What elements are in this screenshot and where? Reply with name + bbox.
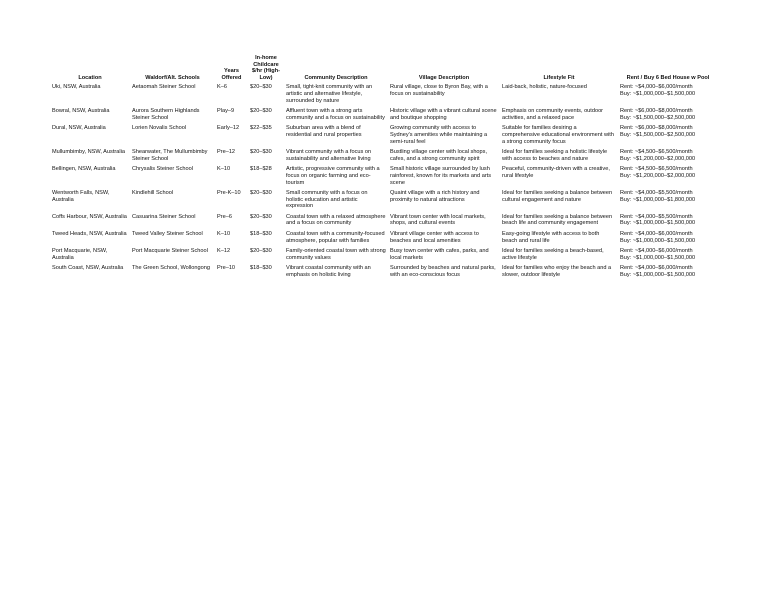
cell-location: Coffs Harbour, NSW, Australia: [52, 213, 127, 220]
cell-rent-buy: Rent: ~$4,000–$6,000/month Buy: ~$1,000,000–$1,500,000: [620, 248, 696, 261]
cell-village-description: Growing community with access to Sydney's amenities while maintaining a semi-rural feel: [390, 125, 488, 145]
table-body: [50, 84, 718, 282]
cell-village-description: Surrounded by beaches and natural parks, with an eco-conscious focus: [390, 265, 496, 279]
cell-location: Port Macquarie, NSW, Australia: [52, 248, 108, 261]
column-header-location: Location: [78, 74, 102, 81]
cell-lifestyle-fit: Laid-back, holistic, nature-focused: [502, 84, 587, 91]
cell-village-description: Historic village with a vibrant cultural scene and boutique shopping: [390, 108, 497, 121]
cell-childcare-rate: $18–$30: [250, 265, 272, 272]
cell-schools: Tweed Valley Steiner School: [132, 231, 203, 238]
cell-community-description: Small, tight-knit community with an artistic and alternative lifestyle, surrounded by nature: [286, 84, 373, 104]
cell-schools: Aetaomah Steiner School: [132, 84, 196, 91]
table-row: [50, 248, 718, 265]
column-header-schools: Waldorf/Alt. Schools: [145, 74, 200, 81]
cell-community-description: Suburban area with a blend of residential and rural properties: [286, 125, 362, 138]
cell-location: Dural, NSW, Australia: [52, 125, 106, 132]
cell-childcare-rate: $20–$30: [250, 248, 272, 255]
table-row: [50, 265, 718, 282]
table-header: [50, 55, 718, 84]
cell-community-description: Artistic, progressive community with a focus on organic farming and eco-tourism: [286, 166, 380, 186]
spreadsheet-sheet: [50, 55, 718, 283]
cell-village-description: Vibrant town center with local markets, shops, and cultural events: [390, 213, 486, 227]
cell-rent-buy: Rent: ~$6,000–$8,000/month Buy: ~$1,500,000–$2,500,000: [620, 108, 696, 121]
cell-location: South Coast, NSW, Australia: [52, 265, 124, 272]
header-row: [50, 55, 718, 84]
cell-childcare-rate: $20–$30: [250, 213, 272, 220]
cell-years-offered: K–10: [217, 231, 231, 238]
cell-lifestyle-fit: Ideal for families seeking a beach-based, active lifestyle: [502, 248, 604, 261]
cell-community-description: Vibrant coastal community with an emphasis on holistic living: [286, 265, 371, 279]
cell-community-description: Coastal town with a relaxed atmosphere and a focus on community: [286, 213, 386, 227]
cell-lifestyle-fit: Emphasis on community events, outdoor activities, and a relaxed pace: [502, 108, 604, 121]
cell-village-description: Small historic village surrounded by lush rainforest, known for its markets and arts scene: [390, 166, 492, 186]
cell-lifestyle-fit: Suitable for families desiring a comprehensive educational environment with a strong community focus: [502, 125, 614, 145]
column-header-lifestyle-fit: Lifestyle Fit: [543, 74, 575, 81]
cell-rent-buy: Rent: ~$4,500–$6,500/month Buy: ~$1,200,000–$2,000,000: [620, 166, 696, 179]
cell-years-offered: Play–9: [217, 108, 235, 115]
cell-childcare-rate: $20–$30: [250, 84, 272, 91]
column-header-years-offered: Years Offered: [221, 68, 242, 81]
column-header-rent-buy: Rent / Buy 6 Bed House w Pool: [626, 74, 710, 81]
cell-childcare-rate: $20–$30: [250, 108, 272, 115]
cell-years-offered: Pre–10: [217, 265, 236, 272]
cell-location: Tweed Heads, NSW, Australia: [52, 231, 127, 238]
cell-rent-buy: Rent: ~$6,000–$8,000/month Buy: ~$1,500,000–$2,500,000: [620, 125, 696, 138]
cell-location: Bowral, NSW, Australia: [52, 108, 110, 115]
cell-schools: Casuarina Steiner School: [132, 213, 196, 220]
cell-schools: The Green School, Wollongong: [132, 265, 210, 272]
cell-location: Bellingen, NSW, Australia: [52, 166, 116, 173]
cell-village-description: Rural village, close to Byron Bay, with a focus on sustainability: [390, 84, 488, 97]
table-row: [50, 108, 718, 125]
cell-years-offered: Pre-K–10: [217, 190, 241, 197]
column-header-community-description: Community Description: [304, 74, 368, 81]
cell-years-offered: Early–12: [217, 125, 240, 132]
cell-village-description: Bustling village center with local shops, cafes, and a strong community spirit: [390, 149, 488, 162]
column-header-village-description: Village Description: [418, 74, 470, 81]
cell-schools: Aurora Southern Highlands Steiner School: [132, 108, 200, 121]
cell-rent-buy: Rent: ~$4,000–$5,500/month Buy: ~$1,000,000–$1,800,000: [620, 190, 696, 203]
cell-lifestyle-fit: Ideal for families who enjoy the beach and a slower, outdoor lifestyle: [502, 265, 612, 279]
cell-childcare-rate: $20–$30: [250, 149, 272, 156]
cell-village-description: Busy town center with cafes, parks, and local markets: [390, 248, 489, 261]
cell-location: Wentworth Falls, NSW, Australia: [52, 190, 110, 203]
cell-schools: Kindlehill School: [132, 190, 174, 197]
cell-lifestyle-fit: Ideal for families seeking a holistic lifestyle with access to beaches and nature: [502, 149, 608, 162]
cell-village-description: Vibrant village center with access to beaches and local amenities: [390, 231, 479, 244]
cell-rent-buy: Rent: ~$4,000–$6,000/month Buy: ~$1,000,000–$1,500,000: [620, 84, 696, 97]
table-row: [50, 125, 718, 149]
cell-lifestyle-fit: Easy-going lifestyle with access to both beach and rural life: [502, 231, 600, 244]
cell-childcare-rate: $18–$30: [250, 231, 272, 238]
cell-location: Uki, NSW, Australia: [52, 84, 101, 91]
cell-location: Mullumbimby, NSW, Australia: [52, 149, 125, 156]
table-row: [50, 166, 718, 190]
table-row: [50, 231, 718, 248]
table-row: [50, 190, 718, 214]
cell-years-offered: Pre–12: [217, 149, 236, 156]
cell-community-description: Affluent town with a strong arts community and a focus on sustainability: [286, 108, 385, 121]
cell-schools: Shearwater, The Mullumbimby Steiner School: [132, 149, 208, 162]
cell-rent-buy: Rent: ~$4,000–$6,000/month Buy: ~$1,000,000–$1,500,000: [620, 231, 696, 244]
cell-years-offered: K–6: [217, 84, 227, 91]
cell-years-offered: Pre–6: [217, 213, 232, 220]
cell-childcare-rate: $20–$30: [250, 190, 272, 197]
cell-years-offered: K–10: [217, 166, 231, 173]
cell-childcare-rate: $18–$28: [250, 166, 272, 173]
school-comparison-table: [50, 55, 718, 283]
cell-rent-buy: Rent: ~$4,000–$5,500/month Buy: ~$1,000,000–$1,500,000: [620, 213, 696, 227]
cell-community-description: Coastal town with a community-focused atmosphere, popular with families: [286, 231, 385, 244]
cell-years-offered: K–12: [217, 248, 231, 255]
cell-schools: Chrysalis Steiner School: [132, 166, 193, 173]
cell-village-description: Quaint village with a rich history and proximity to natural attractions: [390, 190, 480, 203]
table-row: [50, 214, 718, 231]
cell-rent-buy: Rent: ~$4,000–$6,000/month Buy: ~$1,000,000–$1,500,000: [620, 265, 696, 279]
cell-lifestyle-fit: Ideal for families seeking a balance between cultural engagement and nature: [502, 190, 613, 203]
cell-community-description: Small community with a focus on holistic education and artistic expression: [286, 190, 368, 210]
cell-community-description: Vibrant community with a focus on sustainability and alternative living: [286, 149, 372, 162]
table-row: [50, 84, 718, 108]
cell-community-description: Family-oriented coastal town with strong community values: [286, 248, 386, 261]
column-header-childcare-rate: In-home Childcare $/hr (High-Low): [252, 55, 280, 81]
cell-rent-buy: Rent: ~$4,500–$6,500/month Buy: ~$1,200,000–$2,000,000: [620, 149, 696, 162]
cell-schools: Port Macquarie Steiner School: [132, 248, 208, 255]
cell-childcare-rate: $22–$35: [250, 125, 272, 132]
cell-lifestyle-fit: Ideal for families seeking a balance between beach life and community engagement: [502, 213, 613, 227]
cell-lifestyle-fit: Peaceful, community-driven with a creative, rural lifestyle: [502, 166, 610, 179]
table-row: [50, 149, 718, 166]
cell-schools: Lorien Novalis School: [132, 125, 187, 132]
